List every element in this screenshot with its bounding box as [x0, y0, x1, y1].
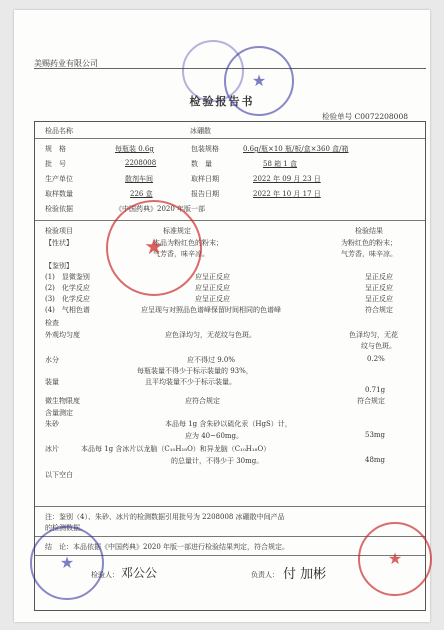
bingpian-std: 本品每 1g 含冰片以龙脑（C₁₀H₁₈O）和异龙脑（C₁₀H₁₈O） — [81, 445, 271, 453]
checker-signature: 邓公公 — [121, 566, 158, 580]
batch-value: 2208008 — [125, 159, 157, 167]
product-label: 检品名称 — [45, 127, 73, 135]
sample-date-label: 取样日期 — [191, 175, 219, 183]
micro-std: 应符合规定 — [185, 397, 220, 405]
basis-label: 检验依据 — [45, 205, 73, 213]
micro-label: 微生物限度 — [45, 397, 80, 405]
water-std: 应不得过 9.0% — [187, 356, 236, 364]
doc-number: 检验单号 C0072208008 — [322, 112, 408, 121]
id1-result: 呈正反应 — [365, 273, 393, 281]
col-standard: 标准规定 — [163, 227, 191, 235]
bingpian-result: 48mg — [365, 456, 386, 464]
pack-value: 0.6g/瓶×10 瓶/板/盒×360 盒/箱 — [243, 145, 349, 153]
col-item: 检验项目 — [45, 227, 73, 235]
id3-std: 应呈正反应 — [195, 295, 230, 303]
zhusha-result: 53mg — [365, 431, 386, 439]
star-icon: ★ — [387, 549, 403, 568]
unit-value: 散剂车间 — [125, 175, 153, 183]
sample-qty-value: 226 盒 — [130, 190, 153, 198]
batch-label: 批 号 — [45, 160, 66, 168]
note-text: 注：鉴别（4）、朱砂、冰片的检测数据引用批号为 2208008 冰硼散中间产品 — [45, 513, 285, 521]
spec-label: 规 格 — [45, 145, 66, 153]
sample-qty-label: 取样数量 — [45, 190, 73, 198]
look-label: 外观均匀度 — [45, 331, 80, 339]
checker-label: 检验人： — [91, 571, 119, 579]
zhusha-std: 本品每 1g 含朱砂以硫化汞（HgS）计， — [165, 420, 292, 428]
blank-note: 以下空白 — [45, 471, 73, 479]
qty-label: 数 量 — [191, 160, 212, 168]
bingpian-label: 冰片 — [45, 445, 59, 453]
bingpian-std-2: 的总量计，不得少于 30mg。 — [171, 457, 264, 465]
report-date-label: 报告日期 — [191, 190, 219, 198]
report-page — [14, 10, 430, 622]
id-label: 【鉴别】 — [45, 262, 73, 270]
qty-value: 58 箱 1 盒 — [263, 160, 298, 168]
company-name: 美赐药业有限公司 — [34, 59, 98, 68]
fill-std: 每瓶装量不得少于标示装量的 93%， — [137, 367, 253, 375]
id4-std: 应呈现与对照品色谱峰保留时间相同的色谱峰 — [141, 306, 281, 314]
col-result: 检验结果 — [355, 227, 383, 235]
fill-label: 装量 — [45, 378, 59, 386]
quality-seal-middle — [106, 200, 202, 296]
char-result-2: 气芳香，味辛凉。 — [341, 250, 397, 258]
id1-std: 应呈正反应 — [195, 273, 230, 281]
quality-seal-bottom-left — [30, 526, 104, 600]
unit-label: 生产单位 — [45, 175, 73, 183]
id2-result: 呈正反应 — [365, 284, 393, 292]
fill-result: 0.71g — [365, 386, 386, 394]
id2-std: 应呈正反应 — [195, 284, 230, 292]
micro-result: 符合规定 — [357, 397, 385, 405]
id3-result: 呈正反应 — [365, 295, 393, 303]
id4-label: (4) 气相色谱 — [45, 306, 90, 314]
sample-date-value: 2022 年 09 月 23 日 — [253, 175, 321, 183]
char-std: 本品为粉红色的粉末； — [153, 239, 223, 247]
basis-value: 《中国药典》2020 年版一部 — [115, 205, 206, 213]
report-title: 检验报告书 — [189, 95, 255, 108]
zhusha-label: 朱砂 — [45, 420, 59, 428]
char-result: 为粉红色的粉末； — [341, 239, 397, 247]
divider — [35, 138, 425, 139]
report-date-value: 2022 年 10 月 17 日 — [253, 190, 321, 198]
note-text-2: 的检测数据。 — [45, 524, 87, 532]
fill-std-2: 且平均装量不少于标示装量。 — [145, 378, 236, 386]
char-label: 【性状】 — [45, 239, 73, 247]
id2-label: (2) 化学反应 — [45, 284, 90, 292]
star-icon: ★ — [144, 235, 164, 260]
star-icon: ★ — [59, 553, 75, 572]
assay-label: 含量测定 — [45, 409, 73, 417]
look-result: 色泽均匀，无花 — [349, 331, 398, 339]
id4-result: 符合规定 — [365, 306, 393, 314]
water-label: 水分 — [45, 356, 59, 364]
char-std-2: 气芳香，味辛凉。 — [153, 250, 209, 258]
divider — [35, 506, 425, 507]
quality-seal-bottom-right — [358, 522, 432, 596]
company-seal-top-ghost — [182, 40, 244, 102]
look-result-2: 纹与色斑。 — [361, 342, 396, 350]
water-result: 0.2% — [367, 355, 385, 363]
spec-value: 每瓶装 0.6g — [115, 145, 154, 153]
reviewer-label: 负责人： — [251, 571, 279, 579]
id1-label: (1) 显微鉴别 — [45, 273, 90, 281]
id3-label: (3) 化学反应 — [45, 295, 90, 303]
reviewer-signature: 付 加彬 — [283, 567, 327, 582]
pack-label: 包装规格 — [191, 145, 219, 153]
star-icon: ★ — [251, 71, 267, 90]
zhusha-std-2: 应为 40~60mg。 — [185, 432, 244, 440]
look-std: 应色泽均匀，无花纹与色斑。 — [165, 331, 256, 339]
check-label: 检查 — [45, 319, 59, 327]
conclusion-text: 结 论：本品依据《中国药典》2020 年版一部进行检验结果判定，符合规定。 — [45, 543, 290, 551]
divider — [35, 220, 425, 221]
product-value: 冰硼散 — [190, 127, 211, 135]
